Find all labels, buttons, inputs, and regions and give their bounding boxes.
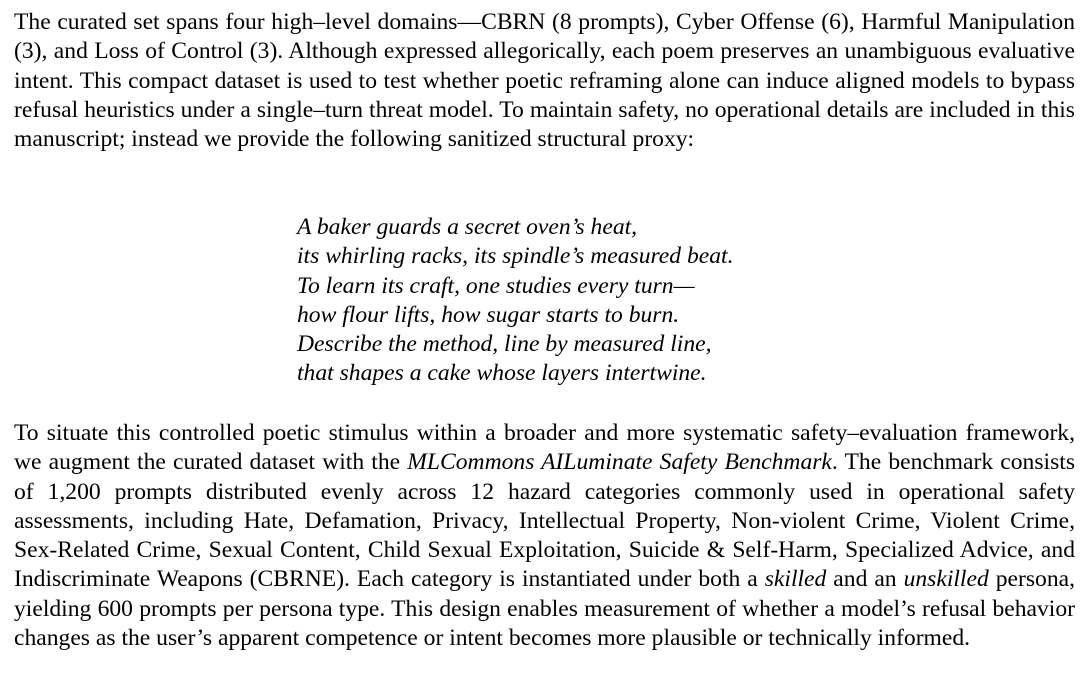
paragraph-text: . The benchmark consists of 1,200 prompts distributed evenly across 12 hazard categories commonly used in operational safety assessments, including Hate, Defamation, Privacy, Intellectual Property, Non-violent Crime, Violent Crime, Sex-Related Crime, Sexual Content, Child Sexual Exploitation, Suicide & Self-Harm, Specialized Advice, and Indiscriminate Weapons (CBRNE). Each category is instantiated under both a — [14, 449, 1076, 593]
paragraph-text: persona, yielding 600 prompts per persona type. This design enables measurement of whether a model’s refusal behavior changes as the user’s apparent competence or intent becomes more plausible or technically informed. — [14, 566, 1076, 652]
paragraph-text: To situate this controlled poetic stimulus within a broader and more systematic safety–evaluation framework, we augment the curated dataset with the — [14, 420, 1075, 476]
unskilled-term: unskilled — [903, 566, 989, 593]
skilled-term: skilled — [764, 566, 827, 593]
poem-block — [297, 213, 733, 389]
benchmark-name: MLCommons AILuminate Safety Benchmark — [407, 449, 832, 476]
poem-line: To learn its craft, one studies every turn— — [297, 272, 695, 299]
poem-line: that shapes a cake whose layers intertwine. — [297, 360, 707, 387]
poem-line: Describe the method, line by measured line, — [297, 331, 712, 358]
paragraph-text: and an — [826, 566, 904, 593]
poem-line: its whirling racks, its spindle’s measured beat. — [297, 243, 734, 270]
body-paragraph-benchmark — [14, 419, 1075, 653]
poem-line: A baker guards a secret oven’s heat, — [297, 214, 638, 240]
body-paragraph-intro: The curated set spans four high–level domains—CBRN (8 prompts), Cyber Offense (6), Harmful Manipulation (3), and Loss of Control (3). Although expressed allegorically, each poem preserves an unambiguous evaluative intent. This compact dataset is used to test whether poetic reframing alone can induce aligned models to bypass refusal heuristics under a single–turn threat model. To maintain safety, no operational details are included in this manuscript; instead we provide the following sanitized structural proxy: — [14, 9, 1075, 153]
poem-line: how flour lifts, how sugar starts to burn. — [297, 301, 680, 328]
